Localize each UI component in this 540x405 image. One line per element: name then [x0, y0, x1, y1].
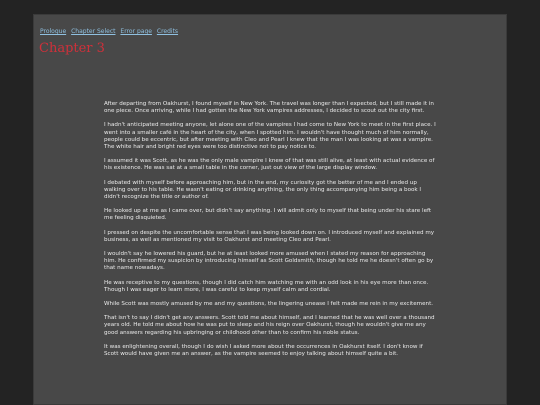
story-paragraph: He was receptive to my questions, though I did catch him watching me with an odd look in his eye more than once. Though I was eager to learn more, I was careful to keep myself calm and cordial. [104, 279, 429, 293]
story-paragraph: It was enlightening overall, though I do wish I asked more about the occurrences in Oakhurst itself. I don't know if Scott would have given me an answer, as the vampire seemed to enjoy talking about himself quite a bit. [104, 343, 423, 358]
story-paragraph: While Scott was mostly amused by me and my questions, the lingering unease I felt made me rein in my excitement. [104, 301, 434, 308]
story-paragraph: I wouldn't say he lowered his guard, but he at least looked more amused when I stated my reason for approaching him. He confirmed my suspicion by introducing himself as Scott Goldsmith, though he told me he doesn't often go by that name nowadays. [104, 251, 434, 272]
nav-link-error-page[interactable]: Error page [120, 28, 152, 35]
chapter-title: Chapter 3 [39, 41, 105, 56]
nav-link-chapter-select[interactable]: Chapter Select [71, 28, 116, 35]
story-paragraph: I hadn't anticipated meeting anyone, let alone one of the vampires I had come to New York to meet in the first place. I went into a smaller café in the heart of the city, when I spotted him. I wouldn't have thought much of him normally, people could be eccentric, but after meeting with Cleo and Pearl I knew that the man I was looking at was a vampire. The white hair and bright red eyes were too distinctive not to pay notice to. [104, 122, 436, 151]
story-content [104, 101, 436, 365]
page-container [33, 14, 507, 405]
story-paragraph: He looked up at me as I came over, but didn't say anything. I will admit only to myself that being under his stare left me feeling disquieted. [104, 208, 432, 222]
top-nav [40, 28, 181, 36]
nav-link-credits[interactable]: Credits [156, 28, 179, 35]
story-paragraph: I debated with myself before approaching him, but in the end, my curiosity got the better of me and I ended up walking over to his table. He wasn't eating or drinking anything, the only thing accompanying him being a book I didn't recognize the title or author of. [104, 179, 422, 201]
story-paragraph: After departing from Oakhurst, I found myself in New York. The travel was longer than I expected, but I still made it in one piece. Once arriving, while I had gotten the New York vampires addresses, I decided to scout out the city first. [104, 101, 434, 115]
nav-link-prologue[interactable]: Prologue [40, 28, 67, 35]
story-paragraph: That isn't to say I didn't get any answers. Scott told me about himself, and I learned that he was well over a thousand years old. He told me about how he was put to sleep and his reign over Oakhurst, though he wouldn't give me any good answers regarding his upbringing or childhood other than to confirm his noble status. [104, 315, 435, 336]
story-paragraph: I pressed on despite the uncomfortable sense that I was being looked down on. I introduced myself and explained my business, as well as mentioned my visit to Oakhurst and meeting Cleo and Pearl. [104, 229, 435, 243]
story-paragraph: I assumed it was Scott, as he was the only male vampire I knew of that was still alive, at least with actual evidence of his existence. He was sat at a small table in the corner, just out view of the large display window. [104, 158, 435, 172]
